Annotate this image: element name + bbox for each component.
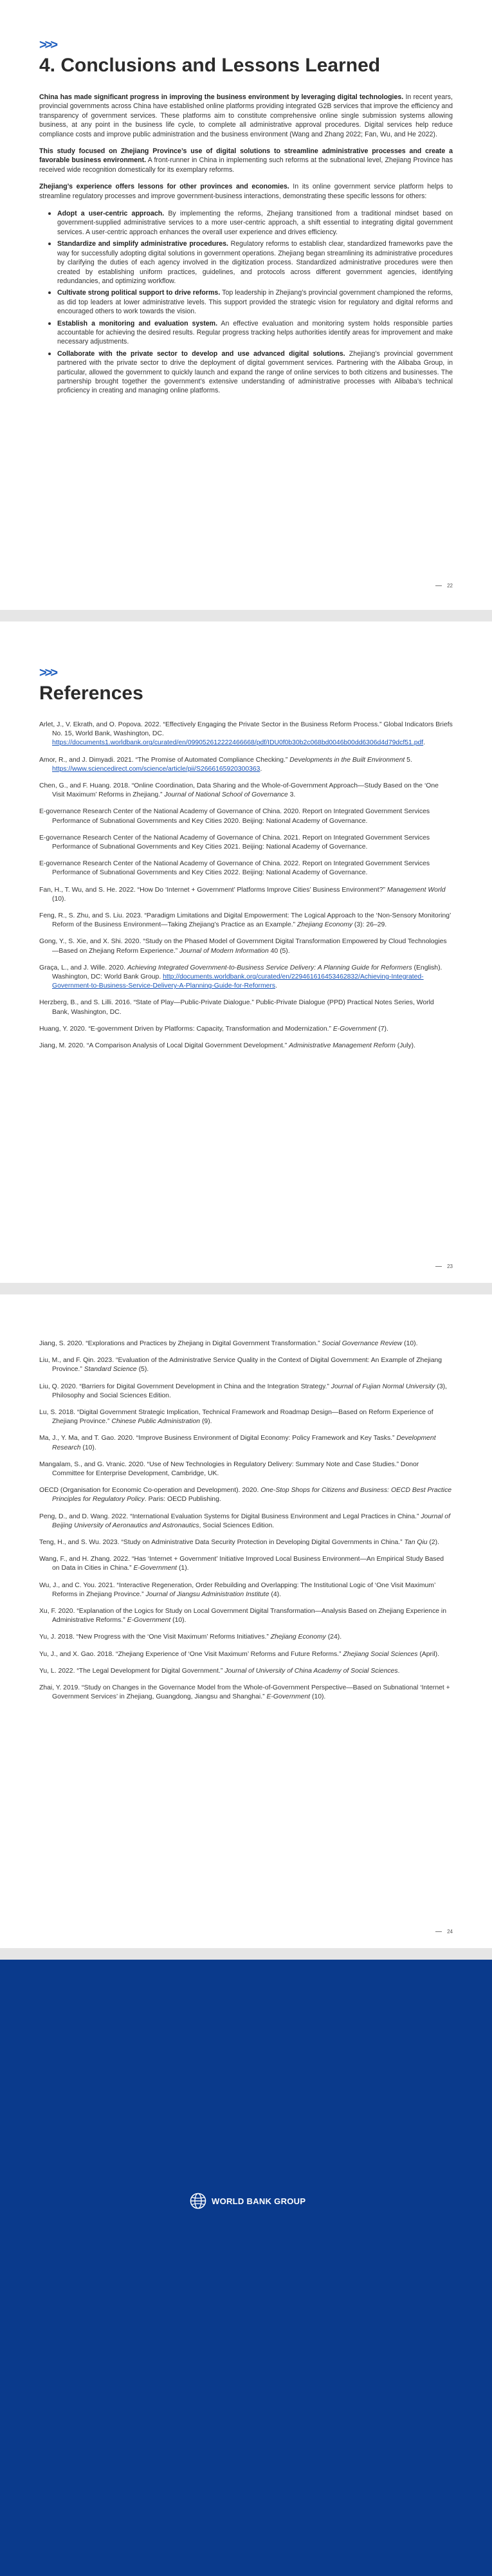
chevron-decoration-icon: >>> (39, 38, 57, 52)
reference-entry: Mangalam, S., and G. Vranic. 2020. “Use of New Technologies in Regulatory Delivery: Summary Note and Case Studies.” Donor Committee for Enterprise Development, Cambridge, UK. (39, 1460, 419, 1478)
reference-entry: Liu, M., and F. Qin. 2023. “Evaluation of the Administrative Service Quality in the Context of Digital Government: An Example of Zhejiang Province.” Standard Science (5). (39, 1357, 442, 1374)
logo-text: WORLD BANK GROUP (212, 2196, 306, 2206)
reference-entry: Xu, F. 2020. “Explanation of the Logics for Study on Local Government Digital Transformation—Analysis Based on Zhejiang Experience in Administrative Reforms.” E-Government (10). (39, 1608, 447, 1624)
reference-entry: E-governance Research Center of the National Academy of Governance of China. 2022. Report on Integrated Government Services Performance of Subnational Governments and Key Cities 2022. Beijing: National Academy of Governance. (39, 860, 430, 877)
list-item: • Establish a monitoring and evaluation system. An effective evaluation and monitoring system holds responsible parties accountable for achieving the desired results. Regular progress tracking helps authorities identify areas for improvement and make necessary adjustments. (57, 318, 453, 347)
references-title: References (39, 683, 143, 704)
reference-entry: Jiang, S. 2020. “Explorations and Practices by Zhejiang in Digital Government Transformation.” Social Governance Review (10). (39, 1340, 418, 1347)
reference-entry: Ma, J., Y. Ma, and T. Gao. 2020. “Improve Business Environment of Digital Economy: Policy Framework and Key Tasks.” Development Research (10). (39, 1435, 436, 1451)
reference-entry: Liu, Q. 2020. “Barriers for Digital Government Development in China and the Integration Strategy.” Journal of Fujian Normal University (3), Philosophy and Social Sciences Edition. (39, 1383, 447, 1399)
reference-link[interactable]: https://www.sciencedirect.com/science/article/pii/S2666165920300363 (52, 765, 260, 773)
lessons-list (46, 208, 453, 396)
paragraph-2: This study focused on Zhejiang Province’s use of digital solutions to streamline administrative processes and create a favorable business environment. A front-runner in China in implementing such reforms at the subnational level, Zhejiang Province has received wide recognition domestically for its exemplary reforms. (39, 147, 453, 174)
reference-entry: Yu, J. 2018. “New Progress with the ‘One Visit Maximum’ Reforms Initiatives.” Zhejiang Economy (24). (39, 1633, 342, 1641)
reference-entry: Wu, J., and C. You. 2021. “Interactive Regeneration, Order Rebuilding and Overlapping: The Institutional Logic of ‘One Visit Maximum’ Reforms in Zhejiang Province.” Journal of Jiangsu Administration Institute (4). (39, 1581, 435, 1598)
world-bank-logo (190, 2193, 305, 2209)
reference-entry: Chen, G., and F. Huang. 2018. “Online Coordination, Data Sharing and the Whole-of-Government Approach—Study Based on the ‘One Visit Maximum’ Reforms in Zhejiang.” Journal of National School of Governance 3. (39, 782, 439, 799)
page-number: 24 (435, 1929, 453, 1935)
page-number: 22 (435, 583, 453, 589)
reference-entry: Peng, D., and D. Wang. 2022. “International Evaluation Systems for Digital Business Environment and Legal Practices in China.” Journal of Beijing University of Aeronautics and Astronautics, Social Sciences Edition. (39, 1513, 450, 1529)
paragraph-1: China has made significant progress in improving the business environment by leveraging digital technologies. In recent years, provincial governments across China have established online platforms providing integrated G2B services that improve the efficiency and transparency of government services. These platforms aim to constitute comprehensive online single submission systems allowing business, at any point in the business life cycle, to complete all administrative approval procedures. Digital services help reduce compliance costs and improve public administration and the business environment (Wang and Zhang 2022; Fan, Wu, and He 2022). (39, 93, 453, 138)
page-references-1 (0, 621, 492, 1283)
reference-entry: Amor, R., and J. Dimyadi. 2021. “The Promise of Automated Compliance Checking.” Developments in the Built Environment 5. https://www.sciencedirect.com/science/article/pii/S2666165920300363. (39, 756, 412, 773)
reference-entry: E-governance Research Center of the National Academy of Governance of China. 2020. Report on Integrated Government Services Performance of Subnational Governments and Key Cities 2020. Beijing: National Academy of Governance. (39, 808, 430, 825)
reference-entry: Gong, Y., S. Xie, and X. Shi. 2020. “Study on the Phased Model of Government Digital Transformation Empowered by Cloud Technologies—Based on Zhejiang Reform Experience.” Journal of Modern Information 40 (5). (39, 938, 447, 955)
page-title: 4. Conclusions and Lessons Learned (39, 55, 381, 76)
list-item: • Adopt a user-centric approach. By implementing the reforms, Zhejiang transitioned from a traditional mindset based on government-supplied administrative services to a more user-centric approach, a shift essential to integrating digital government services. A user-centric approach enhances the overall user experience and drives efficiency. (57, 208, 453, 237)
reference-entry: Yu, J., and X. Gao. 2018. “Zhejiang Experience of ‘One Visit Maximum’ Reforms and Future Reforms.” Zhejiang Social Sciences (April). (39, 1650, 439, 1658)
page-number: 23 (435, 1264, 453, 1269)
paragraph-3: Zhejiang’s experience offers lessons for other provinces and economies. In its online government service platform helps to streamline regulatory processes and improve government-business interactions, demonstrating these specific lessons for others: (39, 183, 453, 200)
back-cover (0, 1960, 492, 2576)
reference-entry: Jiang, M. 2020. “A Comparison Analysis of Local Digital Government Development.” Administrative Management Reform (July). (39, 1042, 416, 1050)
reference-link[interactable]: https://documents1.worldbank.org/curated/en/099052612222466668/pdf/IDU0f0b30b2c068bd0046b00dd6306d4d79dcf51.pdf (52, 739, 424, 747)
reference-entry: OECD (Organisation for Economic Co-operation and Development). 2020. One-Stop Shops for Citizens and Business: OECD Best Practice Principles for Regulatory Policy. Paris: OECD Publishing. (39, 1487, 452, 1504)
reference-entry: Fan, H., T. Wu, and S. He. 2022. “How Do ‘Internet + Government’ Platforms Improve Cities’ Business Environment?” Management World (10). (39, 886, 446, 903)
list-item: • Cultivate strong political support to drive reforms. Top leadership in Zhejiang’s provincial government championed the reforms, as did top leaders at lower administrative levels. This support provided the strategic vision for regulatory and digital reforms and encouraged others to work towards the vision. (57, 288, 453, 316)
reference-entry: Feng, R., S. Zhu, and S. Liu. 2023. “Paradigm Limitations and Digital Empowerment: The Logical Approach to the ‘Non-Sensory Monitoring’ Reform of the Business Environment—Taking Zhejiang’s Practice as an Example.” Zhejiang Economy (3): 26–29. (39, 912, 451, 929)
references-list (39, 1339, 453, 1702)
reference-entry: Teng, H., and S. Wu. 2023. “Study on Administrative Data Security Protection in Developing Digital Governments in China.” Tan Qiu (2). (39, 1539, 440, 1547)
reference-entry: Arlet, J., V. Ekrath, and O. Popova. 2022. “Effectively Engaging the Private Sector in the Business Reform Process.” Global Indicators Briefs No. 15, World Bank, Washington, DC. https://documents1.worldbank.org/curated/en/099052612222466668/pdf/IDU0f0b30b2c068bd0046b00dd6306d4d79dcf51.pdf. (39, 721, 453, 747)
reference-entry: Lu, S. 2018. “Digital Government Strategic Implication, Technical Framework and Roadmap Design—Based on Reform Experience of Zhejiang Province.” Chinese Public Administration (9). (39, 1409, 433, 1426)
reference-entry: Zhai, Y. 2019. “Study on Changes in the Governance Model from the Whole-of-Government Perspective—Based on Subnational ‘Internet + Government Services’ in Zhejiang, Guangdong, Jiangsu and Shanghai.” E-Government (10). (39, 1684, 450, 1701)
list-item: • Collaborate with the private sector to develop and use advanced digital solutions. Zhejiang’s provincial government partnered with the private sector to drive the deployment of digital government services. Partnering with the Alibaba Group, in particular, allowed the government to quickly launch and expand the range of online services to both citizens and businesses. The partnership brought together the government’s extensive understanding of administrative processes with Alibaba’s technical proficiency in creating and managing online platforms. (57, 349, 453, 396)
reference-entry: E-governance Research Center of the National Academy of Governance of China. 2021. Report on Integrated Government Services Performance of Subnational Governments and Key Cities 2021. Beijing: National Academy of Governance. (39, 834, 430, 851)
reference-entry: Herzberg, B., and S. Lilli. 2016. “State of Play—Public-Private Dialogue.” Public-Private Dialogue (PPD) Practical Notes Series, World Bank, Washington, DC. (39, 999, 434, 1016)
reference-entry: Graça, L., and J. Wille. 2020. Achieving Integrated Government-to-Business Service Delivery: A Planning Guide for Reformers (English). Washington, DC: World Bank Group. http://documents.worldbank.org/curated/en/229461616453462832/Achieving-Integrated-Government-to-Business-Service-Delivery-A-Planning-Guide-for-Reformers. (39, 964, 442, 990)
references-list (39, 721, 453, 1051)
list-item: • Standardize and simplify administrative procedures. Regulatory reforms to establish clear, standardized frameworks pave the way for successfully adopting digital solutions in government operations. Zhejiang began streamlining its administrative procedures by clarifying the duties of each agency involved in the digitization process. Standardized administrative procedures were then created by establishing uniform practices, guidelines, and protocols across different government agencies, identifying redundancies, and optimizing workflow. (57, 239, 453, 286)
reference-link[interactable]: http://documents.worldbank.org/curated/en/229461616453462832/Achieving-Integrated-Government-to-Business-Service-Delivery-A-Planning-Guide-for-Reformers (52, 973, 424, 990)
reference-entry: Wang, F., and H. Zhang. 2022. “Has ‘Internet + Government’ Initiative Improved Local Business Environment—An Empirical Study Based on Data in Cities in China.” E-Government (1). (39, 1556, 444, 1572)
page-conclusions (0, 0, 492, 610)
reference-entry: Yu, L. 2022. “The Legal Development for Digital Government.” Journal of University of China Academy of Social Sciences. (39, 1667, 400, 1675)
reference-entry: Huang, Y. 2020. “E-government Driven by Platforms: Capacity, Transformation and Modernization.” E-Government (7). (39, 1025, 388, 1033)
globe-icon (190, 2193, 206, 2209)
chevron-decoration-icon: >>> (39, 666, 57, 680)
page-references-2 (0, 1294, 492, 1948)
